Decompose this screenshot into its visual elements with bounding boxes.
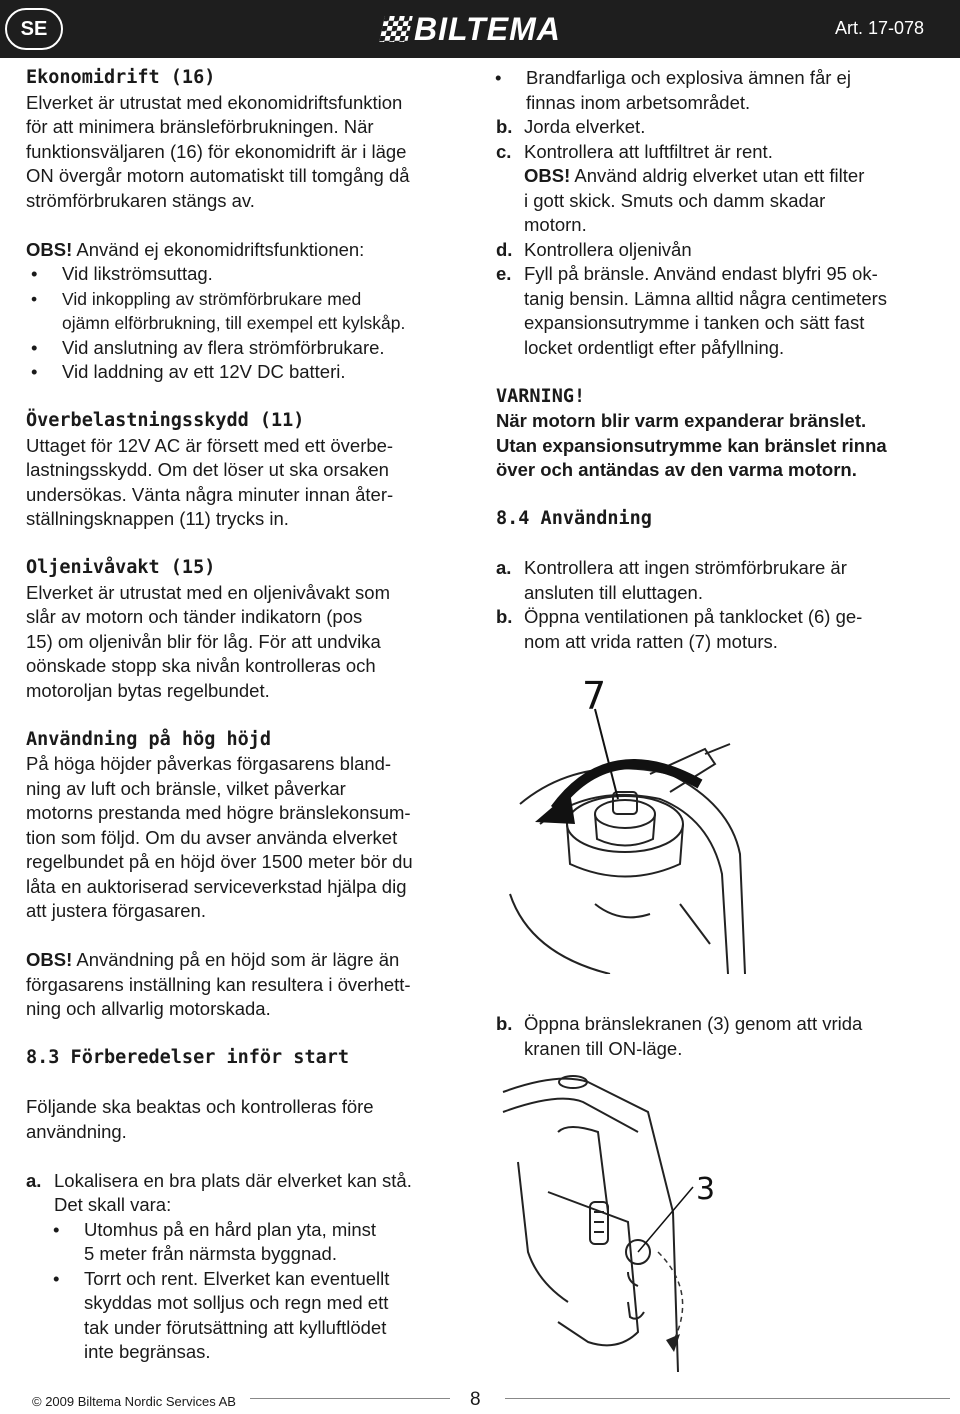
list-item: • Vid likströmsuttag. xyxy=(62,262,474,287)
copyright-text: © 2009 Biltema Nordic Services AB xyxy=(32,1394,236,1409)
obs2-note xyxy=(26,948,474,1022)
section-heading-usage: 8.4 Användning xyxy=(496,508,652,529)
list-item-d: d. Kontrollera oljenivån xyxy=(496,238,692,260)
obs-bullet-list xyxy=(26,262,474,385)
text-line: i gott skick. Smuts och damm skadar xyxy=(524,189,826,211)
section-heading-overload: Överbelastningsskydd (11) xyxy=(26,410,305,431)
text-line: ning och allvarlig motorskada. xyxy=(26,998,271,1019)
list-key: a. xyxy=(26,1169,42,1191)
text-line: ställningsknappen (11) trycks in. xyxy=(26,508,289,529)
list-item-b: b. Jorda elverket. xyxy=(496,116,646,137)
biltema-logo xyxy=(382,10,561,48)
text-line: ON övergår motorn automatiskt till tomgång då xyxy=(26,165,410,186)
right-column xyxy=(496,66,936,654)
obs-label: OBS! xyxy=(524,165,571,186)
warning-text: När motorn blir varm expanderar bränslet. Utan expansionsutrymme kan bränslet rinna över och antändas av den varma motorn. xyxy=(496,410,887,480)
text-line: regelbundet på en höjd över 1500 meter bör du xyxy=(26,851,413,872)
figure-label-3: 3 xyxy=(696,1172,716,1207)
list-item: • Utomhus på en hård plan yta, minst 5 meter från närmsta byggnad. xyxy=(84,1218,474,1267)
language-badge: SE xyxy=(5,8,63,50)
figure-label-7: 7 xyxy=(582,674,607,718)
text-line: strömförbrukaren stängs av. xyxy=(26,189,255,211)
list-item-e: e. Fyll på bränsle. Använd endast blyfri 95 ok- tanig bensin. Lämna alltid några centimeters expansionsutrymme i tanken och sätt fast locket ordentligt efter påfyllning. xyxy=(496,263,888,358)
tank-cap-drawing xyxy=(500,674,760,974)
list-item: • Vid anslutning av flera strömförbrukare. xyxy=(62,336,474,361)
page-number: 8 xyxy=(470,1389,481,1410)
usage-item-a: a. Kontrollera att ingen strömförbrukare är ansluten till eluttagen. xyxy=(496,557,847,603)
list-item-c: c. Kontrollera att luftfiltret är rent. OBS! Använd aldrig elverket utan ett filter i gott skick. Smuts och damm skadar motorn. xyxy=(496,140,936,238)
text-line: motorns prestanda med högre bränslekonsum- xyxy=(26,802,411,823)
altitude-paragraph xyxy=(26,752,474,924)
text-line: På höga höjder påverkas förgasarens bland- xyxy=(26,753,392,774)
usage-item-b: b. Öppna ventilationen på tanklocket (6) ge- nom att vrida ratten (7) moturs. xyxy=(496,606,863,652)
text-line: motorn. xyxy=(524,214,587,235)
list-item: • Brandfarliga och explosiva ämnen får ej finnas inom arbetsområdet. xyxy=(526,66,936,115)
list-item: • Vid laddning av ett 12V DC batteri. xyxy=(62,360,474,385)
overload-paragraph xyxy=(26,434,474,532)
text-line: funktionsväljaren (16) för ekonomidrift är i läge xyxy=(26,140,407,162)
text-line: 15) om oljenivån blir för låg. För att undvika xyxy=(26,630,381,652)
list-item-a xyxy=(26,1169,474,1365)
hazard-bullet-list xyxy=(496,66,936,115)
obs-text: Använd ej ekonomidriftsfunktionen: xyxy=(72,238,365,260)
section-heading-eco: Ekonomidrift (16) xyxy=(26,67,216,88)
list-item: • Torrt och rent. Elverket kan eventuellt skyddas mot solljus och regn med ett tak under förutsättning att kylluftlödet inte begränsas. xyxy=(84,1267,474,1365)
obs-label: OBS! xyxy=(26,949,73,970)
footer-divider xyxy=(250,1398,450,1399)
text-line: undersökas. Vänta några minuter innan åter- xyxy=(26,483,394,505)
obs-label: OBS! xyxy=(26,238,73,260)
text-line: Kontrollera att luftfiltret är rent. xyxy=(524,140,773,162)
text-line: ning av luft och bränsle, vilket påverkar xyxy=(26,777,346,799)
location-bullet-list xyxy=(54,1218,474,1365)
section-heading-oil: Oljenivåvakt (15) xyxy=(26,557,216,578)
warning-heading: VARNING! xyxy=(496,385,586,407)
tank-cap-illustration xyxy=(500,674,760,974)
section-heading-prep: 8.3 Förberedelser inför start xyxy=(26,1047,350,1068)
text-line: låta en auktoriserad serviceverkstad hjälpa dig xyxy=(26,875,407,897)
brand-name: BILTEMA xyxy=(414,10,561,47)
section-heading-altitude: Användning på hög höjd xyxy=(26,728,272,750)
text-line: tion som följd. Om du avser använda elverket xyxy=(26,826,398,848)
fuel-tap-illustration xyxy=(498,1072,758,1372)
text-line: slår av motorn och tänder indikatorn (pos xyxy=(26,606,363,627)
eco-paragraph xyxy=(26,91,474,214)
fuel-tap-drawing xyxy=(498,1072,758,1372)
oil-paragraph xyxy=(26,581,474,704)
page-footer xyxy=(0,1388,960,1414)
list-item: • Vid inkoppling av strömförbrukare med ojämn elförbrukning, till exempel ett kylskåp. xyxy=(62,287,474,336)
text-line: att justera förgasaren. xyxy=(26,900,206,921)
usage-item-b-fuel: b. Öppna bränslekranen (3) genom att vrida kranen till ON-läge. xyxy=(496,1013,863,1059)
text-line: Följande ska beaktas och kontrolleras före xyxy=(26,1096,374,1117)
text-line: användning. xyxy=(26,1120,127,1142)
text-line: för att minimera bränsleförbrukningen. När xyxy=(26,116,374,137)
text-line: Elverket är utrustat med en oljenivåvakt som xyxy=(26,581,390,603)
text-line: Uttaget för 12V AC är försett med ett överbe- xyxy=(26,434,394,456)
right-column-lower xyxy=(496,1012,936,1061)
text-line: Det skall vara: xyxy=(54,1194,172,1215)
prep-paragraph xyxy=(26,1095,474,1144)
text-line: Elverket är utrustat med ekonomidriftsfunktion xyxy=(26,91,403,113)
text-line: Användning på en höjd som är lägre än xyxy=(72,949,400,970)
text-line: förgasarens inställning kan resultera i överhett- xyxy=(26,973,411,995)
checkered-flag-icon xyxy=(379,16,413,42)
article-number: Art. 17-078 xyxy=(834,18,924,38)
text-line: motoroljan bytas regelbundet. xyxy=(26,679,270,701)
page-header xyxy=(0,0,960,58)
text-line: oönskade stopp ska nivån kontrolleras och xyxy=(26,655,376,676)
footer-divider xyxy=(505,1398,950,1399)
left-column xyxy=(26,66,474,1365)
obs-note xyxy=(26,238,474,263)
text-line: Lokalisera en bra plats där elverket kan stå. xyxy=(54,1169,412,1191)
text-line: lastningsskydd. Om det löser ut ska orsaken xyxy=(26,459,389,480)
